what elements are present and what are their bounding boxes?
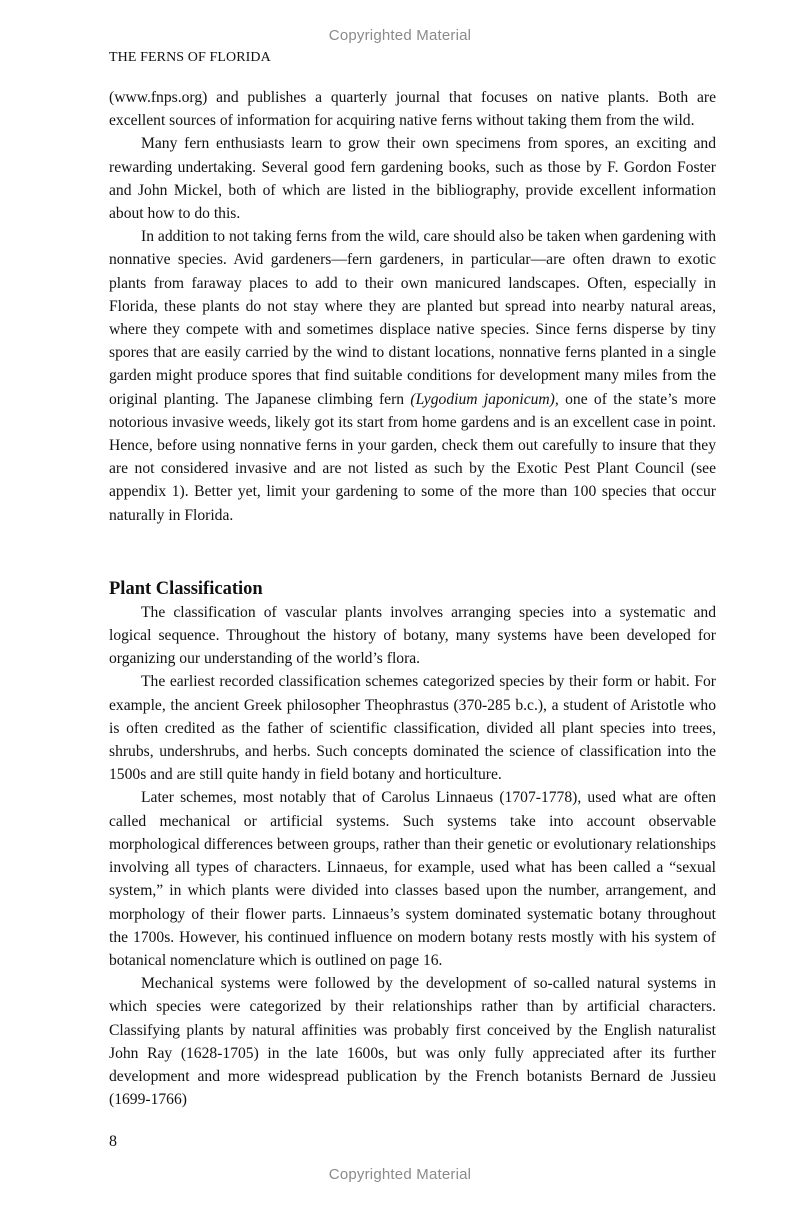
paragraph: (www.fnps.org) and publishes a quarterly journal that focuses on native plants. Both are excellent sources of information for acquiring native ferns without taking them from the wild. [109, 89, 716, 130]
watermark-top: Copyrighted Material [328, 27, 472, 44]
paragraph: Mechanical systems were followed by the development of so-called natural systems in which species were categorized by their relationships rather than by artificial characters. Classifying plants by natural affinities was probably first conceived by the English naturalist John Ray (1628-1705) in the late 1600s, but was only fully appreciated after its further development and more widespread publication by the French botanists Bernard de Jussieu (1699-1766) [109, 975, 716, 1109]
paragraph-text: one of the state’s more notorious invasive weeds, likely got its start from home gardens and is an excellent case in point. Hence, before using nonnative ferns in your garden, check them out carefully to insure that they are not considered invasive and are not listed as such by the Exotic Pest Plant Council (see appendix 1). Better yet, limit your gardening to some of the more than 100 species that occur naturally in Florida. [109, 390, 716, 524]
paragraph-text: In addition to not taking ferns from the wild, care should also be taken when gardening with nonnative species. Avid gardeners—fern gardeners, in particular—are often drawn to exotic plants from faraway places to add to their own manicured landscapes. Often, especially in Florida, these plants do not stay where they are planted but spread into nearby natural areas, where they compete with and sometimes displace native species. Since ferns disperse by tiny spores that are easily carried by the wind to distant locations, nonnative ferns planted in a single garden might produce spores that find suitable conditions for development many miles from the original planting. The Japanese climbing fern [109, 228, 716, 408]
species-name: (Lygodium japonicum), [410, 390, 559, 408]
page-number: 8 [109, 1133, 117, 1150]
running-head: THE FERNS OF FLORIDA [109, 50, 271, 65]
paragraph: Many fern enthusiasts learn to grow their own specimens from spores, an exciting and rewarding undertaking. Several good fern gardening books, such as those by F. Gordon Foster and John Mickel, both of which are listed in the bibliography, provide excellent information about how to do this. [109, 135, 716, 223]
watermark-bottom: Copyrighted Material [328, 1166, 472, 1183]
paragraph: The classification of vascular plants involves arranging species into a systematic and logical sequence. Throughout the history of botany, many systems have been developed for organizing our understanding of the world’s flora. [109, 603, 716, 668]
paragraph: The earliest recorded classification schemes categorized species by their form or habit. For example, the ancient Greek philosopher Theophrastus (370-285 b.c.), a student of Aristotle who is often credited as the father of scientific classification, divided all plant species into trees, shrubs, undershrubs, and herbs. Such concepts dominated the science of classification into the 1500s and are still quite handy in field botany and horticulture. [109, 673, 716, 784]
paragraph [109, 225, 716, 527]
section-heading: Plant Classification [109, 578, 263, 599]
page-body [109, 86, 716, 1111]
paragraph: Later schemes, most notably that of Carolus Linnaeus (1707-1778), used what are often called mechanical or artificial systems. Such systems take into account observable morphological differences between groups, rather than their genetic or evolutionary relationships involving all types of characters. Linnaeus, for example, used what has been called a “sexual system,” in which plants were divided into classes based upon the number, arrangement, and morphology of their flower parts. Linnaeus’s system dominated systematic botany throughout the 1700s. However, his continued influence on modern botany rests mostly with his system of botanical nomenclature which is outlined on page 16. [109, 789, 716, 969]
